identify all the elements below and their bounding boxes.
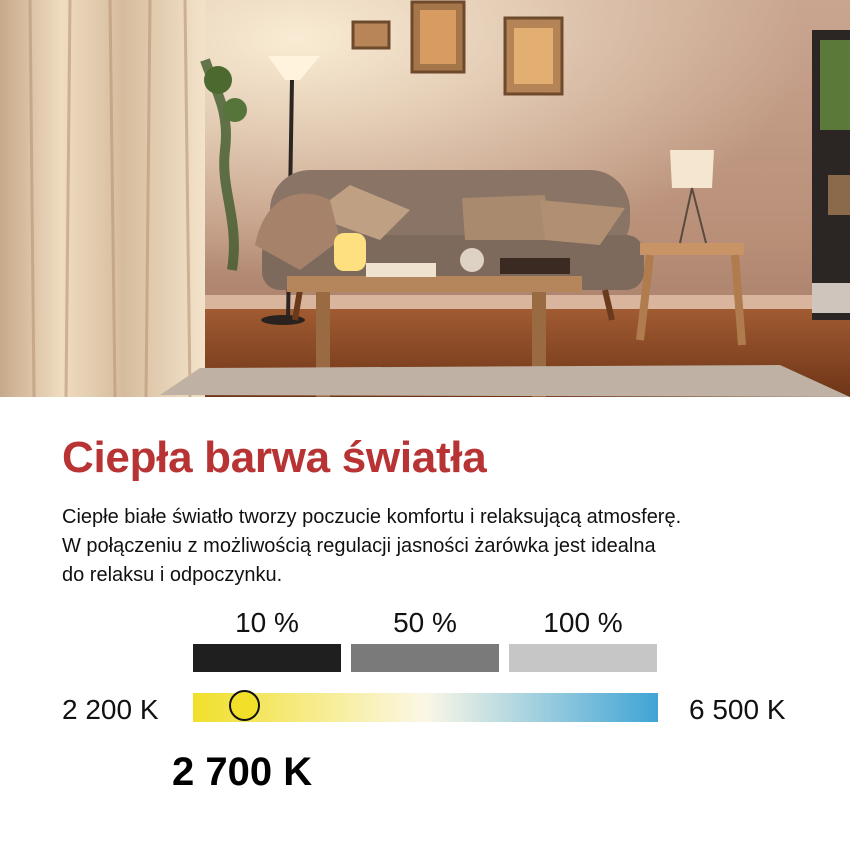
brightness-label-10: 10 % [235, 607, 299, 638]
color-temperature-scale [193, 693, 658, 722]
brightness-label-50: 50 % [393, 607, 457, 638]
kelvin-min-label: 2 200 K [62, 694, 159, 725]
brightness-swatch-100 [509, 644, 657, 672]
living-room-photo [0, 0, 850, 397]
brightness-label-100: 100 % [543, 607, 623, 638]
description-line: Ciepłe białe światło tworzy poczucie komfortu i relaksującą atmosferę. [62, 506, 682, 528]
kelvin-max-label: 6 500 K [689, 694, 786, 725]
current-color-temperature: 2 700 K [172, 750, 313, 794]
brightness-swatch-50 [351, 644, 499, 672]
page-title: Ciepła barwa światła [62, 433, 487, 482]
color-temperature-indicator [229, 690, 260, 721]
description [62, 503, 782, 590]
brightness-swatch-10 [193, 644, 341, 672]
description-line: W połączeniu z możliwością regulacji jasności żarówka jest idealna [62, 535, 656, 557]
description-line: do relaksu i odpoczynku. [62, 564, 283, 586]
